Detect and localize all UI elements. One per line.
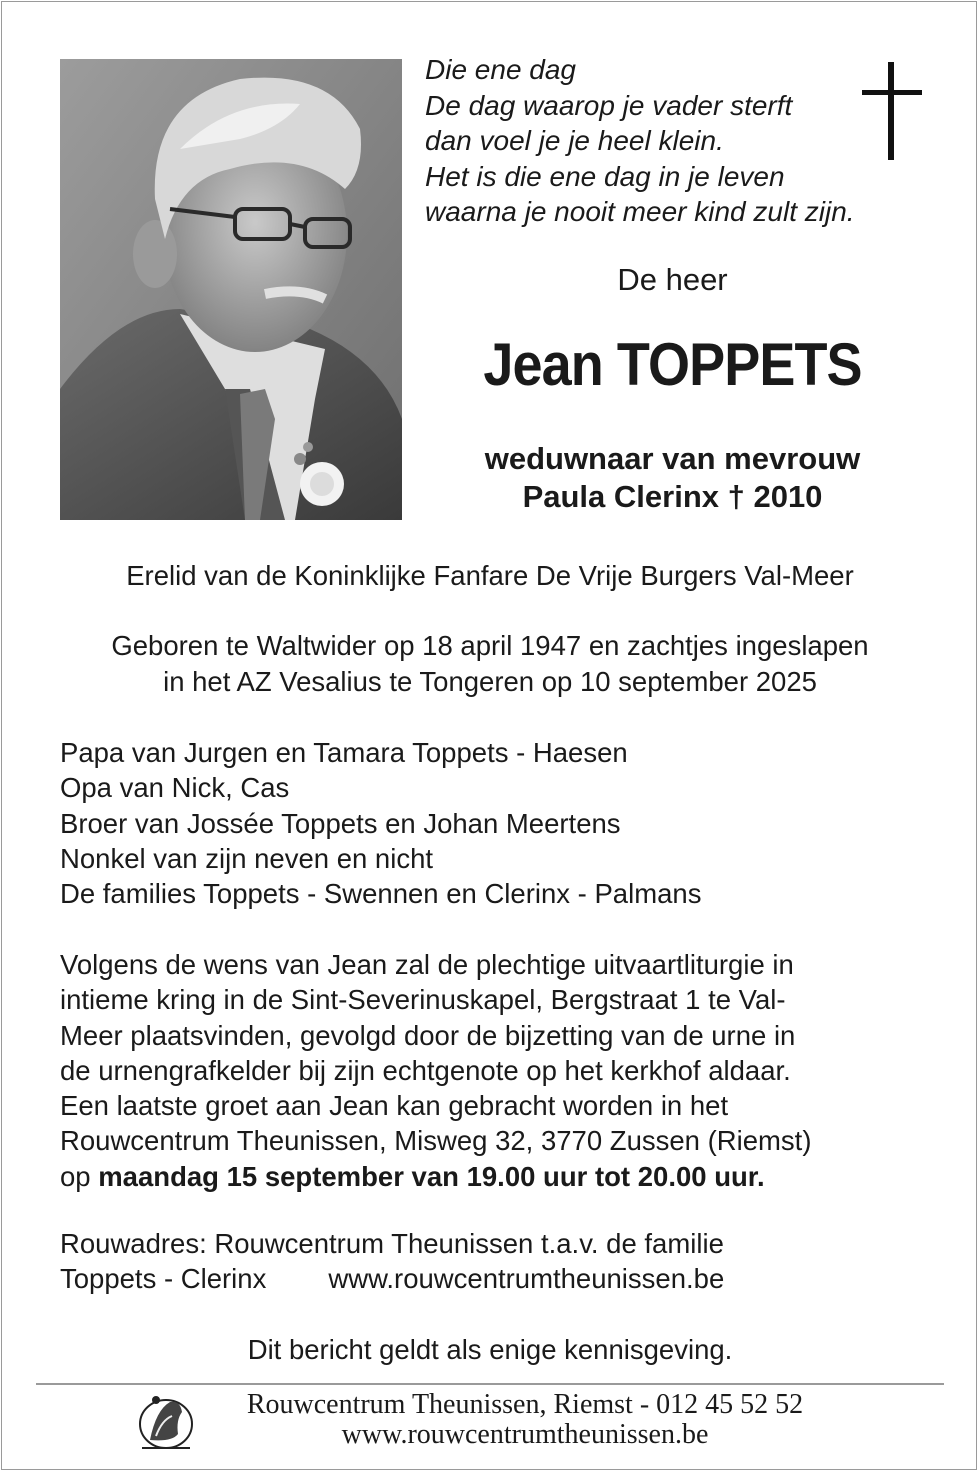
death-line: in het AZ Vesalius te Tongeren op 10 september 2025 xyxy=(163,666,817,697)
footer-divider xyxy=(36,1383,944,1385)
visitation-time: maandag 15 september van 19.00 uur tot 20.00 uur. xyxy=(98,1160,765,1192)
family-list xyxy=(60,735,940,911)
ceremony-info xyxy=(60,947,940,1194)
footer-website: www.rouwcentrumtheunissen.be xyxy=(341,1419,709,1450)
family-line: Broer van Jossée Toppets en Johan Meertens xyxy=(60,807,621,839)
portrait-photo xyxy=(60,59,402,520)
poem-line: waarna je nooit meer kind zult zijn. xyxy=(425,196,855,227)
salutation: De heer xyxy=(617,262,728,297)
notice: Dit bericht geldt als enige kennisgeving. xyxy=(247,1334,733,1365)
widow-of xyxy=(425,440,920,516)
widow-line: weduwnaar van mevrouw xyxy=(484,441,861,476)
poem-line: Het is die ene dag in je leven xyxy=(425,160,785,192)
poem xyxy=(425,52,895,230)
spouse-name: Paula Clerinx † 2010 xyxy=(522,479,823,514)
ceremony-line: Volgens de wens van Jean zal de plechtige uitvaartliturgie in xyxy=(60,949,794,980)
mourning-address xyxy=(60,1226,940,1297)
deceased-name: Jean TOPPETS xyxy=(483,331,862,398)
footer-contact: Rouwcentrum Theunissen, Riemst - 012 45 52 52 xyxy=(246,1389,804,1420)
poem-line: dan voel je je heel klein. xyxy=(425,125,724,156)
family-line: Opa van Nick, Cas xyxy=(60,772,290,804)
family-line: De families Toppets - Swennen en Clerinx - Palmans xyxy=(60,878,702,910)
ceremony-line: de urnengrafkelder bij zijn echtgenote op het kerkhof aldaar. xyxy=(60,1054,791,1086)
address-line: Rouwadres: Rouwcentrum Theunissen t.a.v. de familie xyxy=(60,1228,724,1259)
birth-line: Geboren te Waltwider op 18 april 1947 en zachtjes ingeslapen xyxy=(111,630,869,661)
address-family: Toppets - Clerinx xyxy=(60,1263,267,1295)
family-line: Papa van Jurgen en Tamara Toppets - Haesen xyxy=(60,737,628,768)
family-line: Nonkel van zijn neven en nicht xyxy=(60,842,434,874)
address-website: www.rouwcentrumtheunissen.be xyxy=(328,1263,725,1295)
birth-death-info xyxy=(0,628,980,700)
address-line xyxy=(60,1261,940,1296)
poem-line: Die ene dag xyxy=(425,54,577,85)
ceremony-line: Een laatste groet aan Jean kan gebracht worden in het xyxy=(60,1090,729,1122)
ceremony-line: Meer plaatsvinden, gevolgd door de bijzetting van de urne in xyxy=(60,1019,796,1051)
honorary-membership: Erelid van de Koninklijke Fanfare De Vrije Burgers Val-Meer xyxy=(126,560,854,591)
ceremony-line: Rouwcentrum Theunissen, Misweg 32, 3770 Zussen (Riemst) xyxy=(60,1125,812,1157)
funeral-home-logo-icon xyxy=(136,1390,196,1452)
ceremony-line xyxy=(60,1159,940,1194)
visitation-prefix: op xyxy=(60,1160,99,1192)
ceremony-line: intieme kring in de Sint-Severinuskapel, Bergstraat 1 te Val- xyxy=(60,984,786,1016)
poem-line: De dag waarop je vader sterft xyxy=(425,89,793,121)
cross-icon xyxy=(862,62,924,160)
